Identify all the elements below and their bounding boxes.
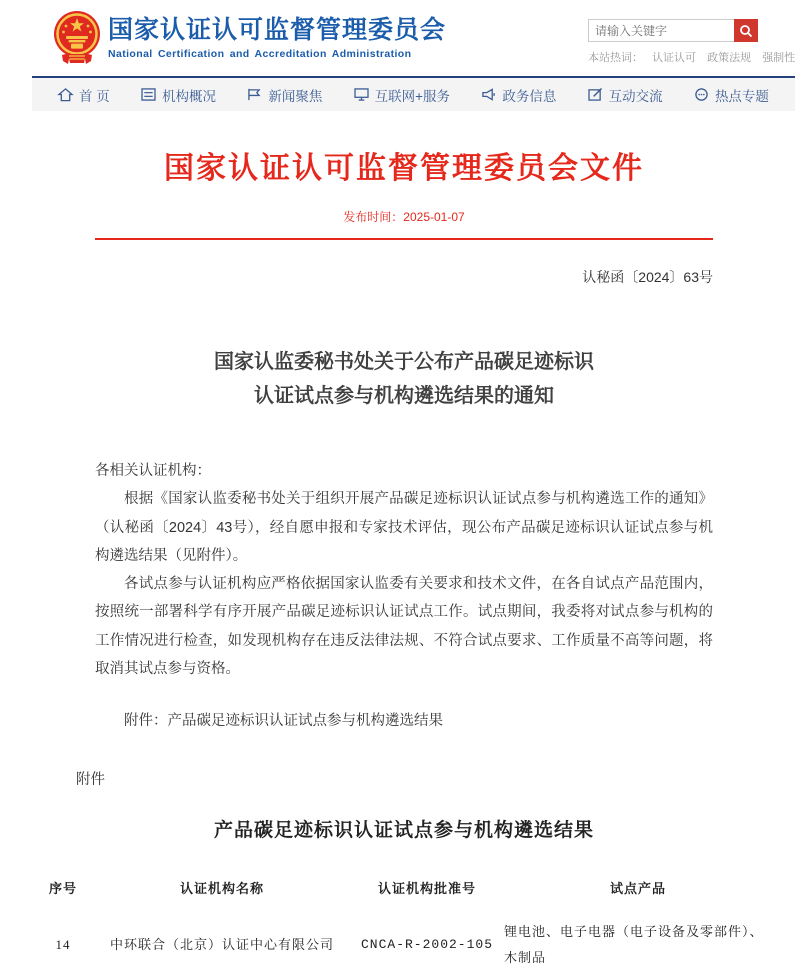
- paragraph: 各试点参与认证机构应严格依据国家认监委有关要求和技术文件，在各自试点产品范围内，按照统一部署科学有序开展产品碳足迹标识认证试点工作。试点期间，我委将对试点参与机构的工作情况进行检查，如发现机构存在违反法律法规、不符合试点要求、工作质量不高等问题，将取消其试点参与资格。: [95, 576, 713, 677]
- document-title-line2: 认证试点参与机构遴选结果的通知: [254, 385, 554, 407]
- col-header-org: 认证机构名称: [179, 881, 264, 897]
- national-emblem-logo: [52, 10, 102, 68]
- selection-result-table: [34, 872, 774, 979]
- attachment-label: 附件: [76, 772, 105, 789]
- col-header-no: 序号: [48, 881, 77, 897]
- document-text: [95, 457, 713, 683]
- main-nav: [32, 76, 795, 111]
- site-header: [0, 0, 808, 76]
- nav-label: 政务信息: [502, 88, 557, 104]
- table-row: [34, 911, 774, 979]
- cell-org: 中环联合（北京）认证中心有限公司: [109, 937, 334, 953]
- nav-item-news[interactable]: [247, 85, 322, 105]
- nav-item-home[interactable]: [58, 85, 110, 105]
- salutation: 各相关认证机构：: [95, 463, 211, 479]
- hotword-link[interactable]: 政策法规: [707, 52, 752, 64]
- nav-item-interaction[interactable]: [588, 85, 663, 105]
- nav-label: 首 页: [79, 88, 110, 104]
- home-icon: [58, 88, 73, 102]
- nav-label: 互动交流: [608, 88, 663, 104]
- hotwords-label: 本站热词：: [588, 52, 643, 64]
- document-body: [95, 143, 713, 730]
- nav-label: 热点专题: [714, 88, 769, 104]
- attachment-section: [34, 768, 774, 979]
- col-header-products: 试点产品: [609, 881, 666, 897]
- site-title-zh: 国家认证认可监督管理委员会: [108, 16, 447, 44]
- col-header-approval: 认证机构批准号: [377, 881, 476, 897]
- publish-date: 发布时间：2025-01-07: [343, 210, 465, 224]
- site-title-en: National Certification and Accreditation Administration: [108, 48, 412, 60]
- nav-item-internet-services[interactable]: [354, 85, 450, 105]
- nav-label: 机构概况: [162, 88, 217, 104]
- document-title-line1: 国家认监委秘书处关于公布产品碳足迹标识: [214, 351, 594, 373]
- red-divider: [95, 238, 713, 240]
- cell-no: 14: [55, 937, 71, 953]
- chat-icon: [694, 88, 709, 102]
- megaphone-icon: [481, 88, 496, 101]
- attachment-title: 产品碳足迹标识认证试点参与机构遴选结果: [213, 820, 594, 842]
- nav-label: 新闻聚焦: [268, 88, 323, 104]
- hotword-link[interactable]: 认证认可: [652, 52, 697, 64]
- news-flag-icon: [247, 88, 262, 101]
- search-area: [588, 19, 796, 65]
- nav-item-hot-topics[interactable]: [694, 85, 769, 105]
- organization-icon: [141, 88, 156, 101]
- nav-item-gov-info[interactable]: [481, 85, 556, 105]
- site-brand: [108, 15, 446, 60]
- attachment-reference: 附件：产品碳足迹标识认证试点参与机构遴选结果: [124, 713, 443, 730]
- cell-approval: CNCA-R-2002-105: [360, 937, 494, 953]
- search-input[interactable]: [588, 19, 734, 42]
- search-button[interactable]: [734, 19, 758, 42]
- monitor-icon: [354, 88, 369, 101]
- document-title: [95, 345, 713, 413]
- nav-item-organization[interactable]: [141, 85, 216, 105]
- document-masthead: 国家认证认可监督管理委员会文件: [164, 152, 644, 185]
- search-icon: [739, 24, 753, 38]
- nav-label: 互联网+服务: [374, 88, 451, 104]
- hotword-link[interactable]: 强制性: [762, 52, 796, 64]
- edit-icon: [588, 88, 603, 101]
- table-header-row: [34, 872, 774, 911]
- document-number: 认秘函〔2024〕63号: [582, 269, 713, 285]
- hotwords-bar: [588, 49, 796, 65]
- cell-products: 锂电池、电子电器（电子设备及零部件）、木制品: [504, 924, 764, 966]
- paragraph: 根据《国家认监委秘书处关于组织开展产品碳足迹标识认证试点参与机构遴选工作的通知》（认秘函〔2024〕43号），经自愿申报和专家技术评估，现公布产品碳足迹标识认证试点参与机构遴选结果（见附件）。: [95, 491, 713, 564]
